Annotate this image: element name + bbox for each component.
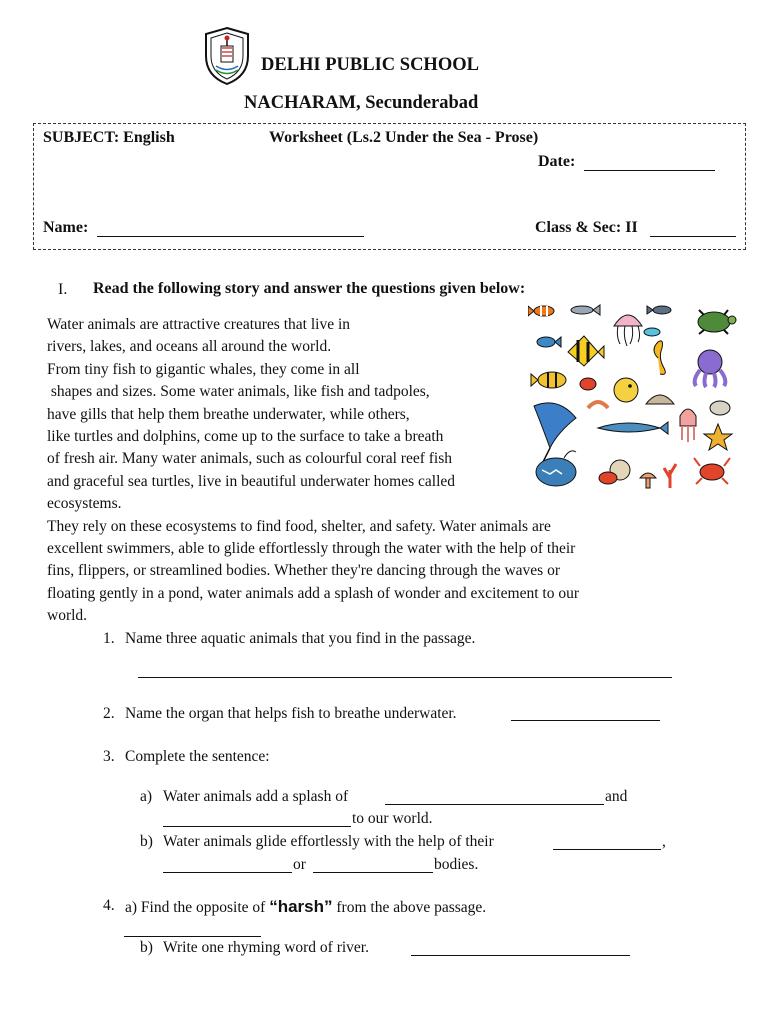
passage-line: shapes and sizes. Some water animals, like fish and tadpoles, <box>47 383 430 401</box>
passage <box>47 314 579 628</box>
clownfish-icon <box>528 306 554 316</box>
passage-line: have gills that help them breathe underwater, while others, <box>47 405 410 423</box>
shell-icon <box>710 401 730 415</box>
q3b-blank-2[interactable] <box>163 872 292 873</box>
q4a-prefix-text: a) Find the opposite of <box>125 899 266 916</box>
q3-text: Complete the sentence: <box>125 748 270 765</box>
class-field[interactable] <box>650 236 736 237</box>
mushroom-coral-icon <box>640 473 656 488</box>
q3b-blank-3[interactable] <box>313 872 433 873</box>
q3a-and: and <box>605 788 628 805</box>
q2-text: Name the organ that helps fish to breathe underwater. <box>125 705 457 722</box>
q4a-word: “harsh” <box>269 897 333 916</box>
coral-icon <box>664 464 676 488</box>
passage-line: world. <box>47 607 88 625</box>
jellyfish-icon <box>614 315 642 346</box>
q3b-end: bodies. <box>434 856 479 873</box>
shrimp-icon <box>588 402 608 408</box>
q4a-prefix <box>125 897 486 917</box>
worksheet-title: Worksheet (Ls.2 Under the Sea - Prose) <box>269 129 539 146</box>
fish-icon <box>571 305 600 315</box>
passage-line: From tiny fish to gigantic whales, they come in all <box>47 360 360 378</box>
turtle-icon <box>698 310 736 334</box>
q3a-text: Water animals add a splash of <box>163 788 349 805</box>
crab-icon <box>580 378 596 390</box>
q4a-answer-line[interactable] <box>124 936 261 937</box>
school-name: DELHI PUBLIC SCHOOL <box>261 55 479 75</box>
passage-line: floating gently in a pond, water animals add a splash of wonder and excitement to our <box>47 584 580 602</box>
passage-line: rivers, lakes, and oceans all around the world. <box>47 338 332 356</box>
fish-icon <box>537 337 561 347</box>
name-label: Name: <box>43 219 89 236</box>
passage-line: and graceful sea turtles, live in beautiful underwater homes called <box>47 472 456 490</box>
octopus-icon <box>695 350 726 387</box>
subject-label: SUBJECT: English <box>43 129 175 146</box>
name-field[interactable] <box>97 236 364 237</box>
crab-icon <box>694 458 730 484</box>
q3b-blank-1[interactable] <box>553 849 661 850</box>
q4-number: 4. <box>103 897 115 914</box>
school-crest-icon <box>204 26 250 86</box>
passage-line: They rely on these ecosystems to find food, shelter, and safety. Water animals are <box>47 517 551 535</box>
fish-icon <box>647 306 671 314</box>
q3a-label: a) <box>140 788 153 805</box>
fish-icon <box>644 328 660 336</box>
angelfish-icon <box>568 336 604 366</box>
q3b-text: Water animals glide effortlessly with the help of their <box>163 833 494 850</box>
sea-animals-illustration <box>528 300 738 492</box>
passage-line: ecosystems. <box>47 495 122 513</box>
passage-line: like turtles and dolphins, come up to the surface to take a breath <box>47 428 444 446</box>
q2-number: 2. <box>103 705 115 722</box>
class-label: Class & Sec: II <box>535 219 638 236</box>
q3b-comma: , <box>662 833 666 850</box>
q3b-label: b) <box>140 833 153 850</box>
starfish-icon <box>704 424 732 450</box>
passage-line: fins, flippers, or streamlined bodies. Whether they're dancing through the waves or <box>47 562 560 580</box>
q3-number: 3. <box>103 748 115 765</box>
q4b-label: b) <box>140 939 153 956</box>
passage-line: of fresh air. Many water animals, such as colourful coral reef fish <box>47 450 453 468</box>
anglerfish-icon <box>536 451 576 486</box>
q1-answer-line[interactable] <box>138 677 672 678</box>
q1-text: Name three aquatic animals that you find in the passage. <box>125 630 476 647</box>
q3b-or: or <box>293 856 306 873</box>
q2-answer-line[interactable] <box>511 720 660 721</box>
q4a-suffix: from the above passage. <box>336 899 487 916</box>
q4b-text: Write one rhyming word of river. <box>163 939 369 956</box>
hermit-crab-icon <box>599 460 630 484</box>
date-field[interactable] <box>584 170 715 171</box>
passage-line: excellent swimmers, able to glide effortlessly through the water with the help of their <box>47 540 576 558</box>
fish-icon <box>531 372 566 388</box>
passage-line: Water animals are attractive creatures that live in <box>47 316 350 333</box>
q3a-end: to our world. <box>352 810 433 827</box>
q3a-blank-2[interactable] <box>163 826 351 827</box>
squid-icon <box>680 409 696 442</box>
q1-number: 1. <box>103 630 115 647</box>
pufferfish-icon <box>614 378 638 402</box>
stingray-icon <box>534 403 576 464</box>
q4b-answer-line[interactable] <box>411 955 630 956</box>
q3a-blank-1[interactable] <box>385 804 604 805</box>
school-location: NACHARAM, Secunderabad <box>244 93 479 113</box>
barracuda-icon <box>598 422 668 434</box>
section-number: I. <box>58 281 68 298</box>
clam-icon <box>646 395 674 404</box>
date-label: Date: <box>538 153 576 170</box>
section-instruction: Read the following story and answer the questions given below: <box>93 280 526 297</box>
seahorse-icon <box>654 341 665 375</box>
